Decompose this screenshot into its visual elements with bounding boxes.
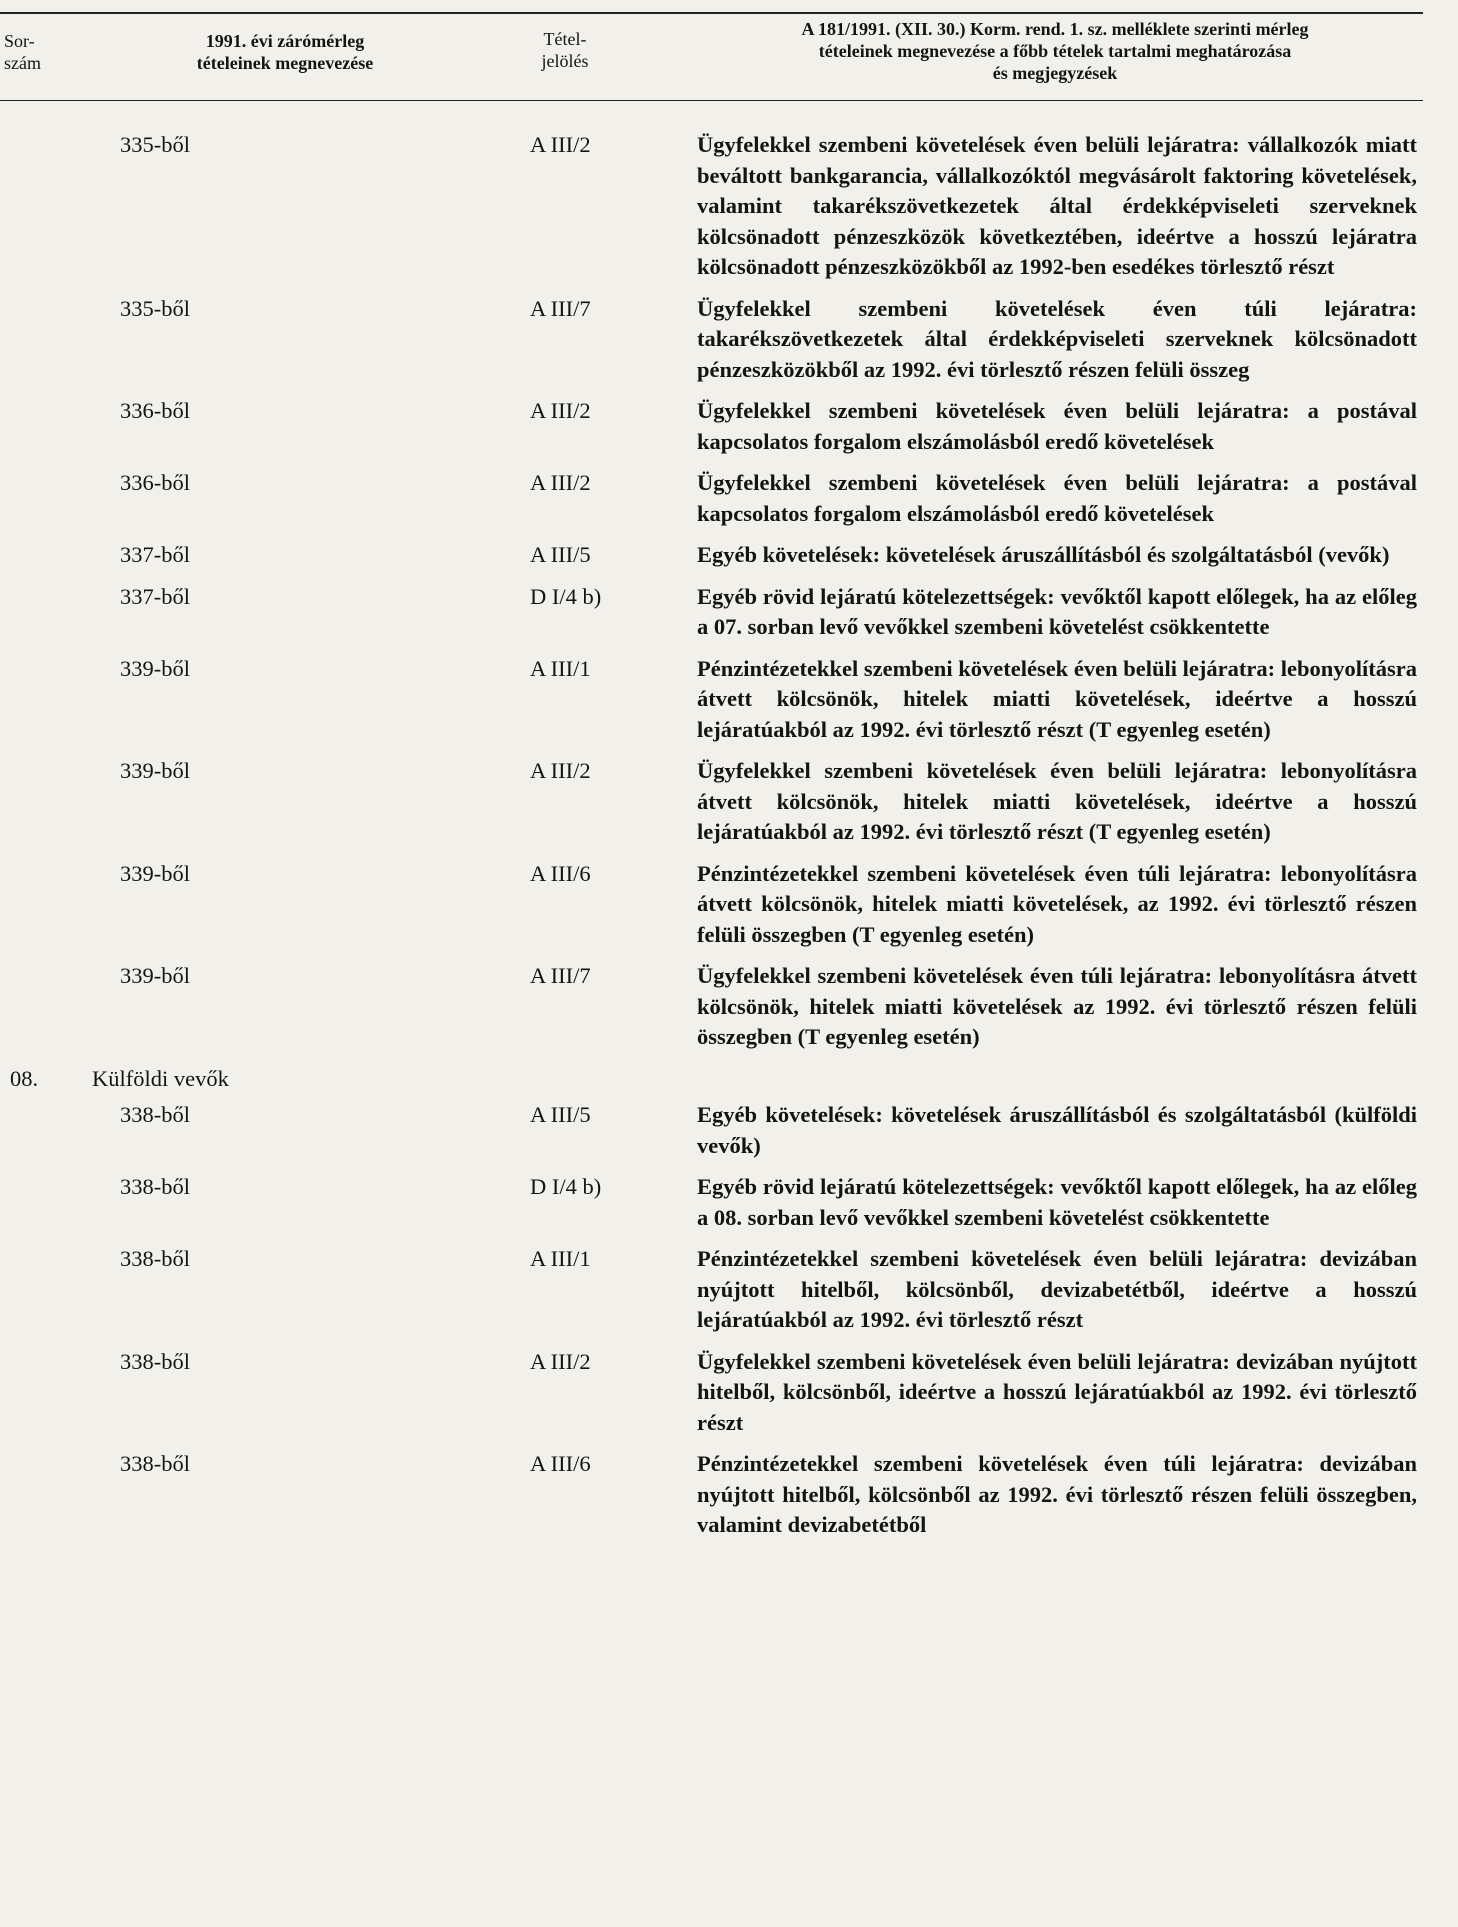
row-code: A III/7 bbox=[530, 963, 591, 988]
row-code: A III/2 bbox=[530, 1348, 591, 1374]
row-description: Egyéb követelések: követelések áruszállításból és szolgáltatásból (vevők) bbox=[697, 542, 1390, 567]
row-source: 337-ből bbox=[120, 583, 190, 609]
row-source: 338-ből bbox=[120, 1451, 190, 1476]
section-heading bbox=[0, 1064, 1458, 1095]
row-description: Ügyfelekkel szembeni követelések éven belüli lejáratra: lebonyolításra átvett kölcsönök, hitelek miatti követelések, ideértve a hosszú lejáratúakból az 1992. évi törlesztő részt (T egyenleg esetén) bbox=[697, 758, 1417, 844]
table-row bbox=[0, 1172, 1458, 1233]
row-description: Ügyfelekkel szembeni követelések éven túli lejáratra: lebonyolításra átvett kölcsönök, hitelek miatti követelések az 1992. évi törlesztő részen felüli összegben (T egyenleg esetén) bbox=[697, 963, 1417, 1049]
row-source: 338-ből bbox=[120, 1102, 190, 1127]
table-row bbox=[0, 582, 1458, 643]
row-group-b bbox=[0, 1100, 1458, 1541]
row-description: Ügyfelekkel szembeni követelések éven belüli lejáratra: vállalkozók miatt beváltott bankgarancia, vállalkozóktól megvásárolt faktoring követelések, valamint takarékszövetkezetek által érdekképviseleti szerveknek kölcsönadott pénzeszközök következtében, ideértve a hosszú lejáratra kölcsönadott pénzeszközökből az 1992-ben esedékes törlesztő részt bbox=[697, 132, 1417, 279]
table-row bbox=[0, 961, 1458, 1053]
row-code: A III/1 bbox=[530, 655, 591, 681]
row-description: Ügyfelekkel szembeni követelések éven belüli lejáratra: a postával kapcsolatos forgalom elszámolásból eredő követelések bbox=[697, 398, 1417, 454]
row-code: A III/5 bbox=[530, 1102, 591, 1127]
table-row bbox=[0, 859, 1458, 951]
row-code: A III/2 bbox=[530, 398, 591, 423]
row-description: Egyéb rövid lejáratú kötelezettségek: vevőktől kapott előlegek, ha az előleg a 07. sorban levő vevőkkel szembeni követelést csökkentette bbox=[697, 583, 1417, 639]
row-description: Pénzintézetekkel szembeni követelések éven túli lejáratra: lebonyolításra átvett kölcsönök, hitelek miatti követelések, az 1992. évi törlesztő részen felüli összegben (T egyenleg esetén) bbox=[697, 860, 1417, 947]
row-code: A III/6 bbox=[530, 860, 591, 886]
row-source: 339-ből bbox=[120, 963, 190, 988]
row-code: D I/4 b) bbox=[530, 583, 602, 609]
table-row bbox=[0, 1449, 1458, 1541]
row-source: 337-ből bbox=[120, 542, 190, 567]
row-description: Pénzintézetekkel szembeni követelések éven belüli lejáratra: devizában nyújtott hitelből, kölcsönből, devizabetétből, ideértve a hosszú lejáratúakból az 1992. évi törlesztő részt bbox=[697, 1246, 1417, 1332]
header-bottom-rule bbox=[0, 100, 1423, 101]
table-header bbox=[0, 8, 1458, 100]
row-source: 338-ből bbox=[120, 1348, 190, 1374]
row-code: A III/2 bbox=[530, 470, 591, 495]
row-description: Ügyfelekkel szembeni követelések éven belüli lejáratra: devizában nyújtott hitelből, kölcsönből, ideértve a hosszú lejáratúakból az 1992. évi törlesztő részt bbox=[697, 1348, 1417, 1435]
table-row bbox=[0, 130, 1458, 283]
table-row bbox=[0, 1347, 1458, 1439]
row-description: Ügyfelekkel szembeni követelések éven belüli lejáratra: a postával kapcsolatos forgalom elszámolásból eredő követelések bbox=[697, 470, 1417, 526]
header-top-rule bbox=[0, 12, 1423, 14]
row-source: 338-ből bbox=[120, 1246, 190, 1271]
table-row bbox=[0, 294, 1458, 386]
header-zaromerleg: 1991. évi zárómérleg tételeinek megnevezése bbox=[196, 31, 374, 73]
row-source: 339-ből bbox=[120, 758, 190, 783]
row-code: D I/4 b) bbox=[530, 1174, 602, 1199]
table-row bbox=[0, 1244, 1458, 1336]
header-tetel-jeloles: Tétel- jelölés bbox=[541, 29, 589, 71]
table-row bbox=[0, 468, 1458, 529]
table-row bbox=[0, 1100, 1458, 1161]
table-row bbox=[0, 756, 1458, 848]
row-group-a bbox=[0, 130, 1458, 1053]
header-sor-szam: Sor- szám bbox=[4, 31, 41, 73]
section-title: Külföldi vevők bbox=[92, 1065, 229, 1091]
row-code: A III/6 bbox=[530, 1451, 591, 1476]
row-source: 335-ből bbox=[120, 295, 190, 321]
row-source: 336-ből bbox=[120, 398, 190, 423]
header-megjegyzesek: A 181/1991. (XII. 30.) Korm. rend. 1. sz. melléklete szerinti mérleg tételeinek megnevezése a főbb tételek tartalmi meghatározása és megjegyzések bbox=[801, 19, 1309, 83]
table-body bbox=[0, 130, 1458, 1552]
row-code: A III/1 bbox=[530, 1246, 591, 1271]
row-source: 339-ből bbox=[120, 655, 190, 681]
row-code: A III/2 bbox=[530, 132, 591, 157]
row-source: 339-ből bbox=[120, 860, 190, 886]
row-source: 335-ből bbox=[120, 132, 190, 157]
section-number: 08. bbox=[10, 1065, 39, 1091]
row-description: Egyéb rövid lejáratú kötelezettségek: vevőktől kapott előlegek, ha az előleg a 08. sorban levő vevőkkel szembeni követelést csökkentette bbox=[697, 1174, 1417, 1230]
row-description: Pénzintézetekkel szembeni követelések éven belüli lejáratra: lebonyolításra átvett kölcsönök, hitelek miatti követelések, ideértve a hosszú lejáratúakból az 1992. évi törlesztő részt (T egyenleg esetén) bbox=[697, 655, 1417, 742]
row-code: A III/7 bbox=[530, 295, 591, 321]
row-description: Ügyfelekkel szembeni követelések éven túli lejáratra: takarékszövetkezetek által érdekképviseleti szerveknek kölcsönadott pénzeszközökből az 1992. évi törlesztő részen felüli összeg bbox=[697, 295, 1417, 382]
row-code: A III/5 bbox=[530, 542, 591, 567]
row-source: 336-ből bbox=[120, 470, 190, 495]
row-source: 338-ből bbox=[120, 1174, 190, 1199]
table-row bbox=[0, 540, 1458, 571]
row-description: Egyéb követelések: követelések áruszállításból és szolgáltatásból (külföldi vevők) bbox=[697, 1102, 1417, 1158]
table-row bbox=[0, 396, 1458, 457]
row-description: Pénzintézetekkel szembeni követelések éven túli lejáratra: devizában nyújtott hitelből, kölcsönből az 1992. évi törlesztő részen felüli összegben, valamint devizabetétből bbox=[697, 1451, 1417, 1537]
table-row bbox=[0, 654, 1458, 746]
row-code: A III/2 bbox=[530, 758, 591, 783]
